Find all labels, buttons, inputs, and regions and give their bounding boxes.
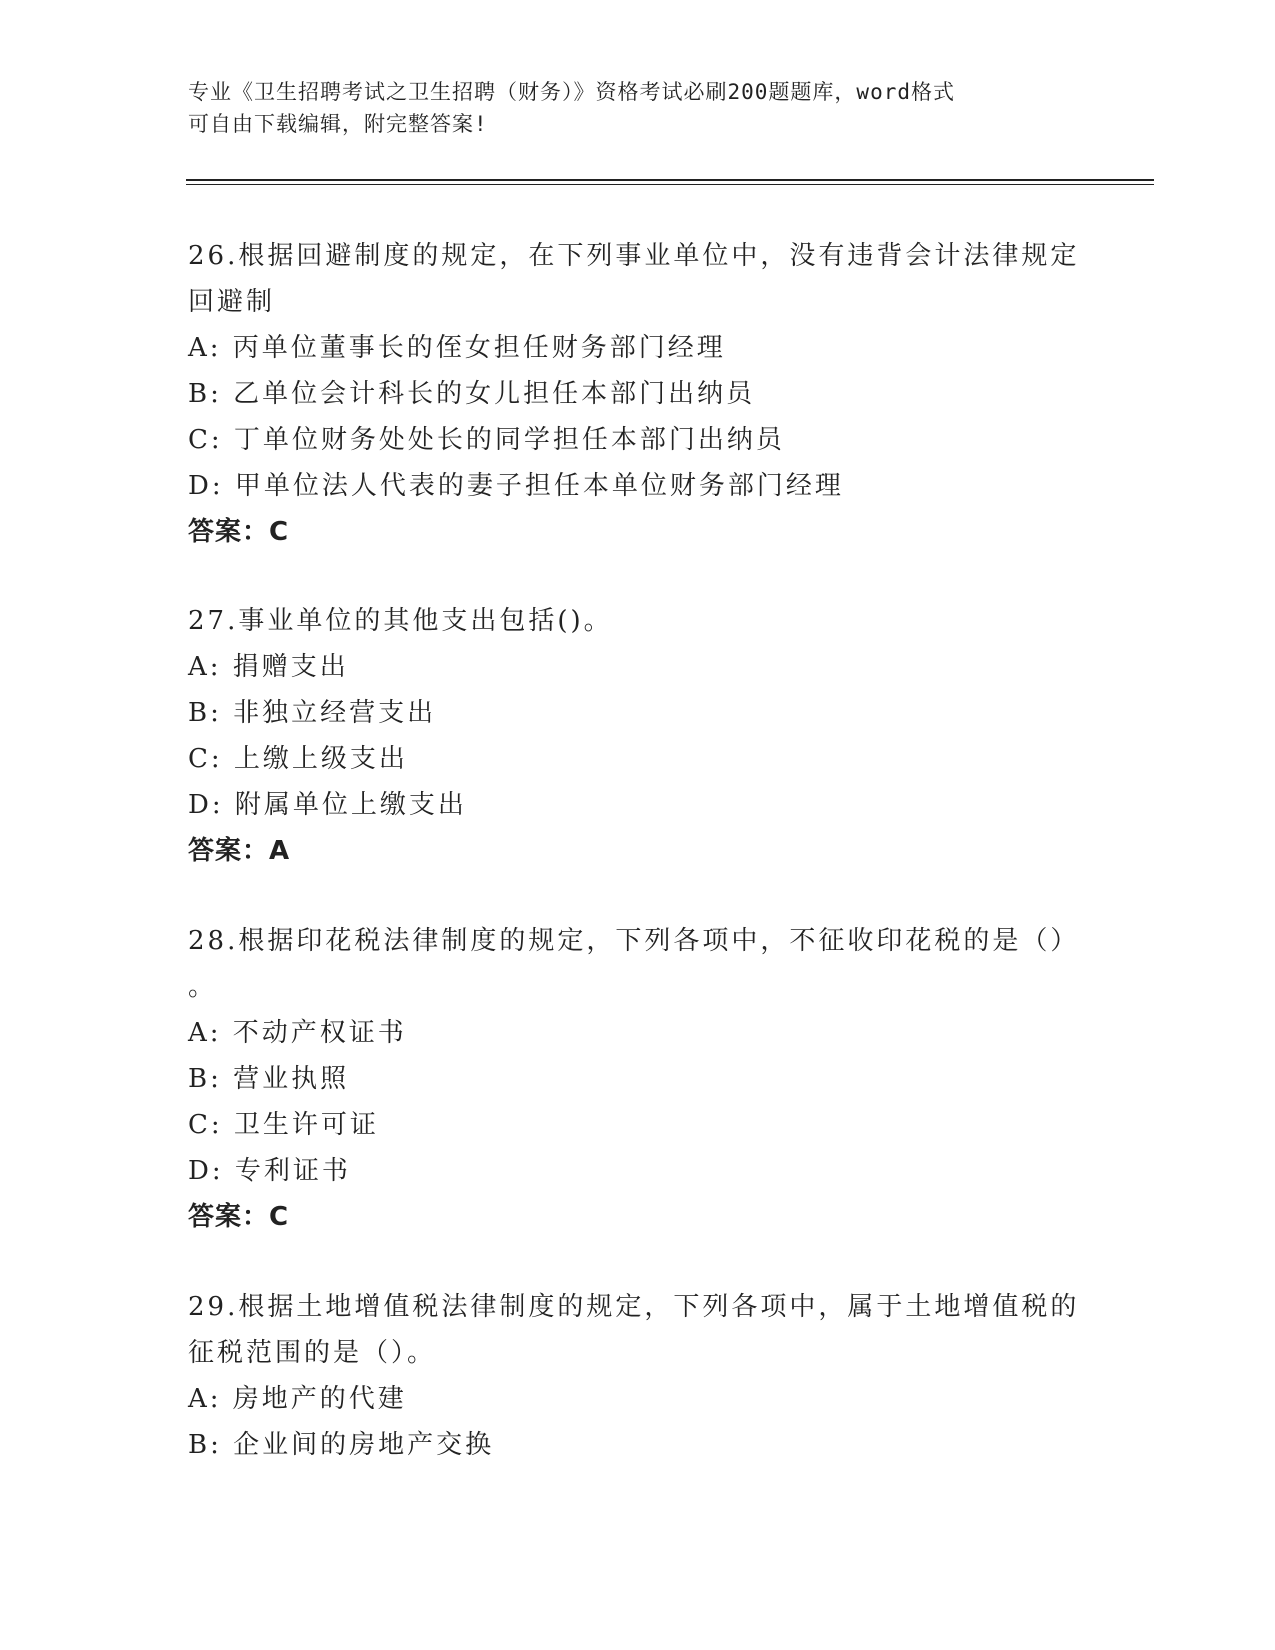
question-stem: 29.根据土地增值税法律制度的规定，下列各项中，属于土地增值税的	[188, 1292, 1080, 1322]
option-b: B: 营业执照	[188, 1064, 350, 1094]
option-c: C: 丁单位财务处处长的同学担任本部门出纳员	[188, 425, 785, 455]
question-27	[188, 598, 1088, 874]
question-29	[188, 1284, 1088, 1468]
question-stem: 27.事业单位的其他支出包括()。	[188, 606, 613, 636]
option-c: C: 上缴上级支出	[188, 744, 408, 774]
option-b: B: 乙单位会计科长的女儿担任本部门出纳员	[188, 379, 756, 409]
header-line-2: 可自由下载编辑，附完整答案!	[188, 112, 488, 136]
option-d: D: 专利证书	[188, 1156, 351, 1186]
option-b: B: 企业间的房地产交换	[188, 1430, 495, 1460]
option-b: B: 非独立经营支出	[188, 698, 437, 728]
question-stem: 。	[188, 972, 218, 1002]
option-c: C: 卫生许可证	[188, 1110, 379, 1140]
answer: 答案：C	[188, 1202, 290, 1232]
answer: 答案：A	[188, 836, 291, 866]
option-a: A: 不动产权证书	[188, 1018, 407, 1048]
header-divider-thin	[186, 184, 1154, 185]
question-stem: 26.根据回避制度的规定，在下列事业单位中，没有违背会计法律规定	[188, 241, 1080, 271]
header-line-1: 专业《卫生招聘考试之卫生招聘（财务）》资格考试必刷200题题库，word格式	[188, 80, 955, 104]
option-a: A: 捐赠支出	[188, 652, 349, 682]
question-stem: 回避制	[188, 287, 276, 317]
question-stem: 28.根据印花税法律制度的规定，下列各项中，不征收印花税的是（）	[188, 926, 1080, 956]
answer: 答案：C	[188, 517, 290, 547]
option-d: D: 附属单位上缴支出	[188, 790, 467, 820]
option-a: A: 丙单位董事长的侄女担任财务部门经理	[188, 333, 726, 363]
question-stem: 征税范围的是（）。	[188, 1338, 437, 1368]
question-28	[188, 918, 1088, 1240]
document-header	[188, 76, 1078, 140]
option-a: A: 房地产的代建	[188, 1384, 407, 1414]
question-26	[188, 233, 1088, 555]
header-divider	[186, 179, 1154, 181]
option-d: D: 甲单位法人代表的妻子担任本单位财务部门经理	[188, 471, 844, 501]
